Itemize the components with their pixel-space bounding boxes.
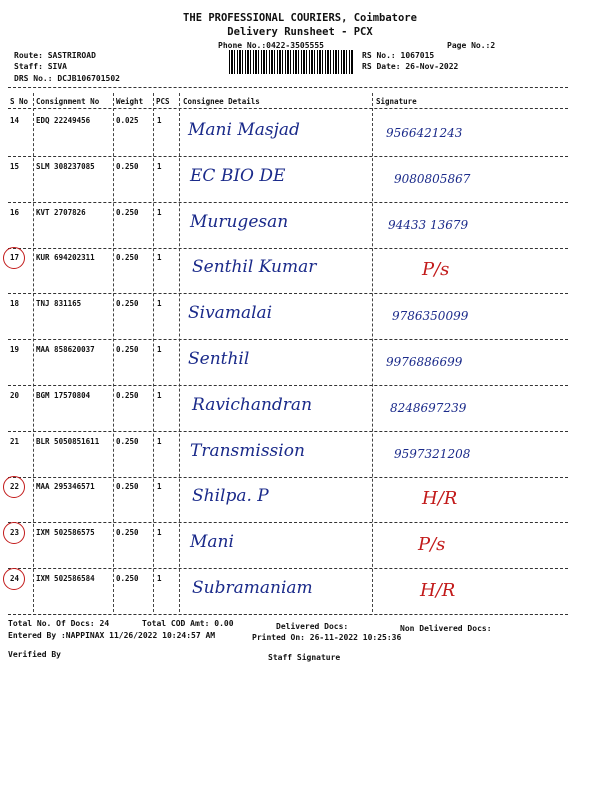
row-sno: 24 xyxy=(10,574,20,583)
row-consignment: KUR 694202311 xyxy=(36,253,95,262)
row-pcs: 1 xyxy=(157,574,162,583)
page-number: Page No.:2 xyxy=(447,41,496,50)
col-divider xyxy=(33,93,34,612)
row-circle-mark xyxy=(3,476,25,498)
row-sno: 16 xyxy=(10,208,20,217)
row-rule xyxy=(8,522,568,523)
row-weight: 0.250 xyxy=(116,574,139,583)
row-pcs: 1 xyxy=(157,482,162,491)
row-weight: 0.250 xyxy=(116,528,139,537)
row-consignee-handwriting: Subramaniam xyxy=(192,578,313,598)
company-name: THE PROFESSIONAL COURIERS, Coimbatore xyxy=(183,12,417,24)
row-consignee-handwriting: Ravichandran xyxy=(192,395,313,415)
row-consignee-handwriting: Mani Masjad xyxy=(188,120,300,140)
staff: Staff: SIVA xyxy=(14,62,67,71)
total-docs: Total No. Of Docs: 24 xyxy=(8,619,110,628)
row-sno: 20 xyxy=(10,391,20,400)
rs-number: RS No.: 1067015 xyxy=(362,51,435,60)
row-sno: 17 xyxy=(10,253,20,262)
barcode xyxy=(229,50,353,74)
total-cod: Total COD Amt: 0.00 xyxy=(142,619,234,628)
row-weight: 0.250 xyxy=(116,482,139,491)
row-consignment: SLM 308237085 xyxy=(36,162,95,171)
row-pcs: 1 xyxy=(157,162,162,171)
row-sno: 14 xyxy=(10,116,20,125)
row-weight: 0.025 xyxy=(116,116,139,125)
col-divider xyxy=(179,93,180,612)
row-consignee-handwriting: Sivamalai xyxy=(188,303,273,323)
col-sno: S No xyxy=(10,97,29,106)
row-rule xyxy=(8,431,568,432)
row-rule xyxy=(8,202,568,203)
row-consignee-handwriting: EC BIO DE xyxy=(190,166,286,186)
row-signature: 9566421243 xyxy=(386,126,463,140)
col-signature: Signature xyxy=(376,97,417,106)
row-status-mark: H/R xyxy=(420,580,456,601)
col-pcs: PCS xyxy=(156,97,170,106)
drs-number: DRS No.: DCJB106701502 xyxy=(14,74,120,83)
row-signature: 8248697239 xyxy=(390,401,467,415)
col-divider xyxy=(153,93,154,612)
entered-by: Entered By :NAPPINAX 11/26/2022 10:24:57 AM xyxy=(8,631,216,640)
header-rule-top xyxy=(8,87,568,88)
row-consignment: MAA 858620037 xyxy=(36,345,95,354)
row-signature: 9786350099 xyxy=(392,309,469,323)
row-pcs: 1 xyxy=(157,253,162,262)
row-consignee-handwriting: Shilpa. P xyxy=(192,486,269,506)
row-signature: 9597321208 xyxy=(394,447,471,461)
non-delivered-docs: Non Delivered Docs: xyxy=(400,624,492,633)
row-rule xyxy=(8,248,568,249)
row-rule xyxy=(8,477,568,478)
row-rule xyxy=(8,568,568,569)
row-weight: 0.250 xyxy=(116,162,139,171)
row-pcs: 1 xyxy=(157,116,162,125)
col-weight: Weight xyxy=(116,97,144,106)
route: Route: SASTRIROAD xyxy=(14,51,96,60)
row-weight: 0.250 xyxy=(116,299,139,308)
row-pcs: 1 xyxy=(157,528,162,537)
row-consignment: BGM 17570804 xyxy=(36,391,91,400)
document-title: Delivery Runsheet - PCX xyxy=(227,26,373,38)
row-weight: 0.250 xyxy=(116,208,139,217)
row-status-mark: P/s xyxy=(418,534,446,555)
header-rule-bottom xyxy=(8,108,568,109)
row-weight: 0.250 xyxy=(116,437,139,446)
row-weight: 0.250 xyxy=(116,391,139,400)
staff-signature: Staff Signature xyxy=(268,653,341,662)
row-sno: 21 xyxy=(10,437,20,446)
row-consignment: MAA 295346571 xyxy=(36,482,95,491)
row-sno: 19 xyxy=(10,345,20,354)
row-pcs: 1 xyxy=(157,345,162,354)
printed-on: Printed On: 26-11-2022 10:25:36 xyxy=(252,633,402,642)
row-consignee-handwriting: Murugesan xyxy=(190,212,289,232)
row-consignment: TNJ 831165 xyxy=(36,299,82,308)
row-signature: 9080805867 xyxy=(394,172,471,186)
row-sno: 18 xyxy=(10,299,20,308)
row-circle-mark xyxy=(3,568,25,590)
row-consignee-handwriting: Senthil Kumar xyxy=(192,257,317,277)
phone-number: Phone No.:0422-3505555 xyxy=(218,41,324,50)
row-rule xyxy=(8,293,568,294)
row-consignment: IXM 502586584 xyxy=(36,574,95,583)
delivered-docs: Delivered Docs: xyxy=(276,622,349,631)
row-sno: 23 xyxy=(10,528,20,537)
row-pcs: 1 xyxy=(157,299,162,308)
col-consignment: Consignment No xyxy=(36,97,100,106)
footer-rule xyxy=(8,614,568,615)
row-rule xyxy=(8,156,568,157)
col-divider xyxy=(372,93,373,612)
row-circle-mark xyxy=(3,522,25,544)
row-signature: 94433 13679 xyxy=(388,218,469,232)
row-circle-mark xyxy=(3,247,25,269)
row-consignee-handwriting: Senthil xyxy=(188,349,250,369)
row-rule xyxy=(8,385,568,386)
row-pcs: 1 xyxy=(157,208,162,217)
row-consignment: IXM 502586575 xyxy=(36,528,95,537)
row-consignee-handwriting: Mani xyxy=(190,532,234,552)
row-sno: 22 xyxy=(10,482,20,491)
row-pcs: 1 xyxy=(157,437,162,446)
row-pcs: 1 xyxy=(157,391,162,400)
col-consignee: Consignee Details xyxy=(183,97,260,106)
row-consignment: EDQ 22249456 xyxy=(36,116,91,125)
row-rule xyxy=(8,339,568,340)
row-signature: 9976886699 xyxy=(386,355,463,369)
row-weight: 0.250 xyxy=(116,253,139,262)
row-status-mark: H/R xyxy=(422,488,458,509)
rs-date: RS Date: 26-Nov-2022 xyxy=(362,62,459,71)
row-status-mark: P/s xyxy=(422,259,450,280)
verified-by: Verified By xyxy=(8,650,61,659)
row-consignee-handwriting: Transmission xyxy=(190,441,305,461)
row-consignment: KVT 2707826 xyxy=(36,208,86,217)
row-weight: 0.250 xyxy=(116,345,139,354)
row-sno: 15 xyxy=(10,162,20,171)
col-divider xyxy=(113,93,114,612)
row-consignment: BLR 5050851611 xyxy=(36,437,100,446)
